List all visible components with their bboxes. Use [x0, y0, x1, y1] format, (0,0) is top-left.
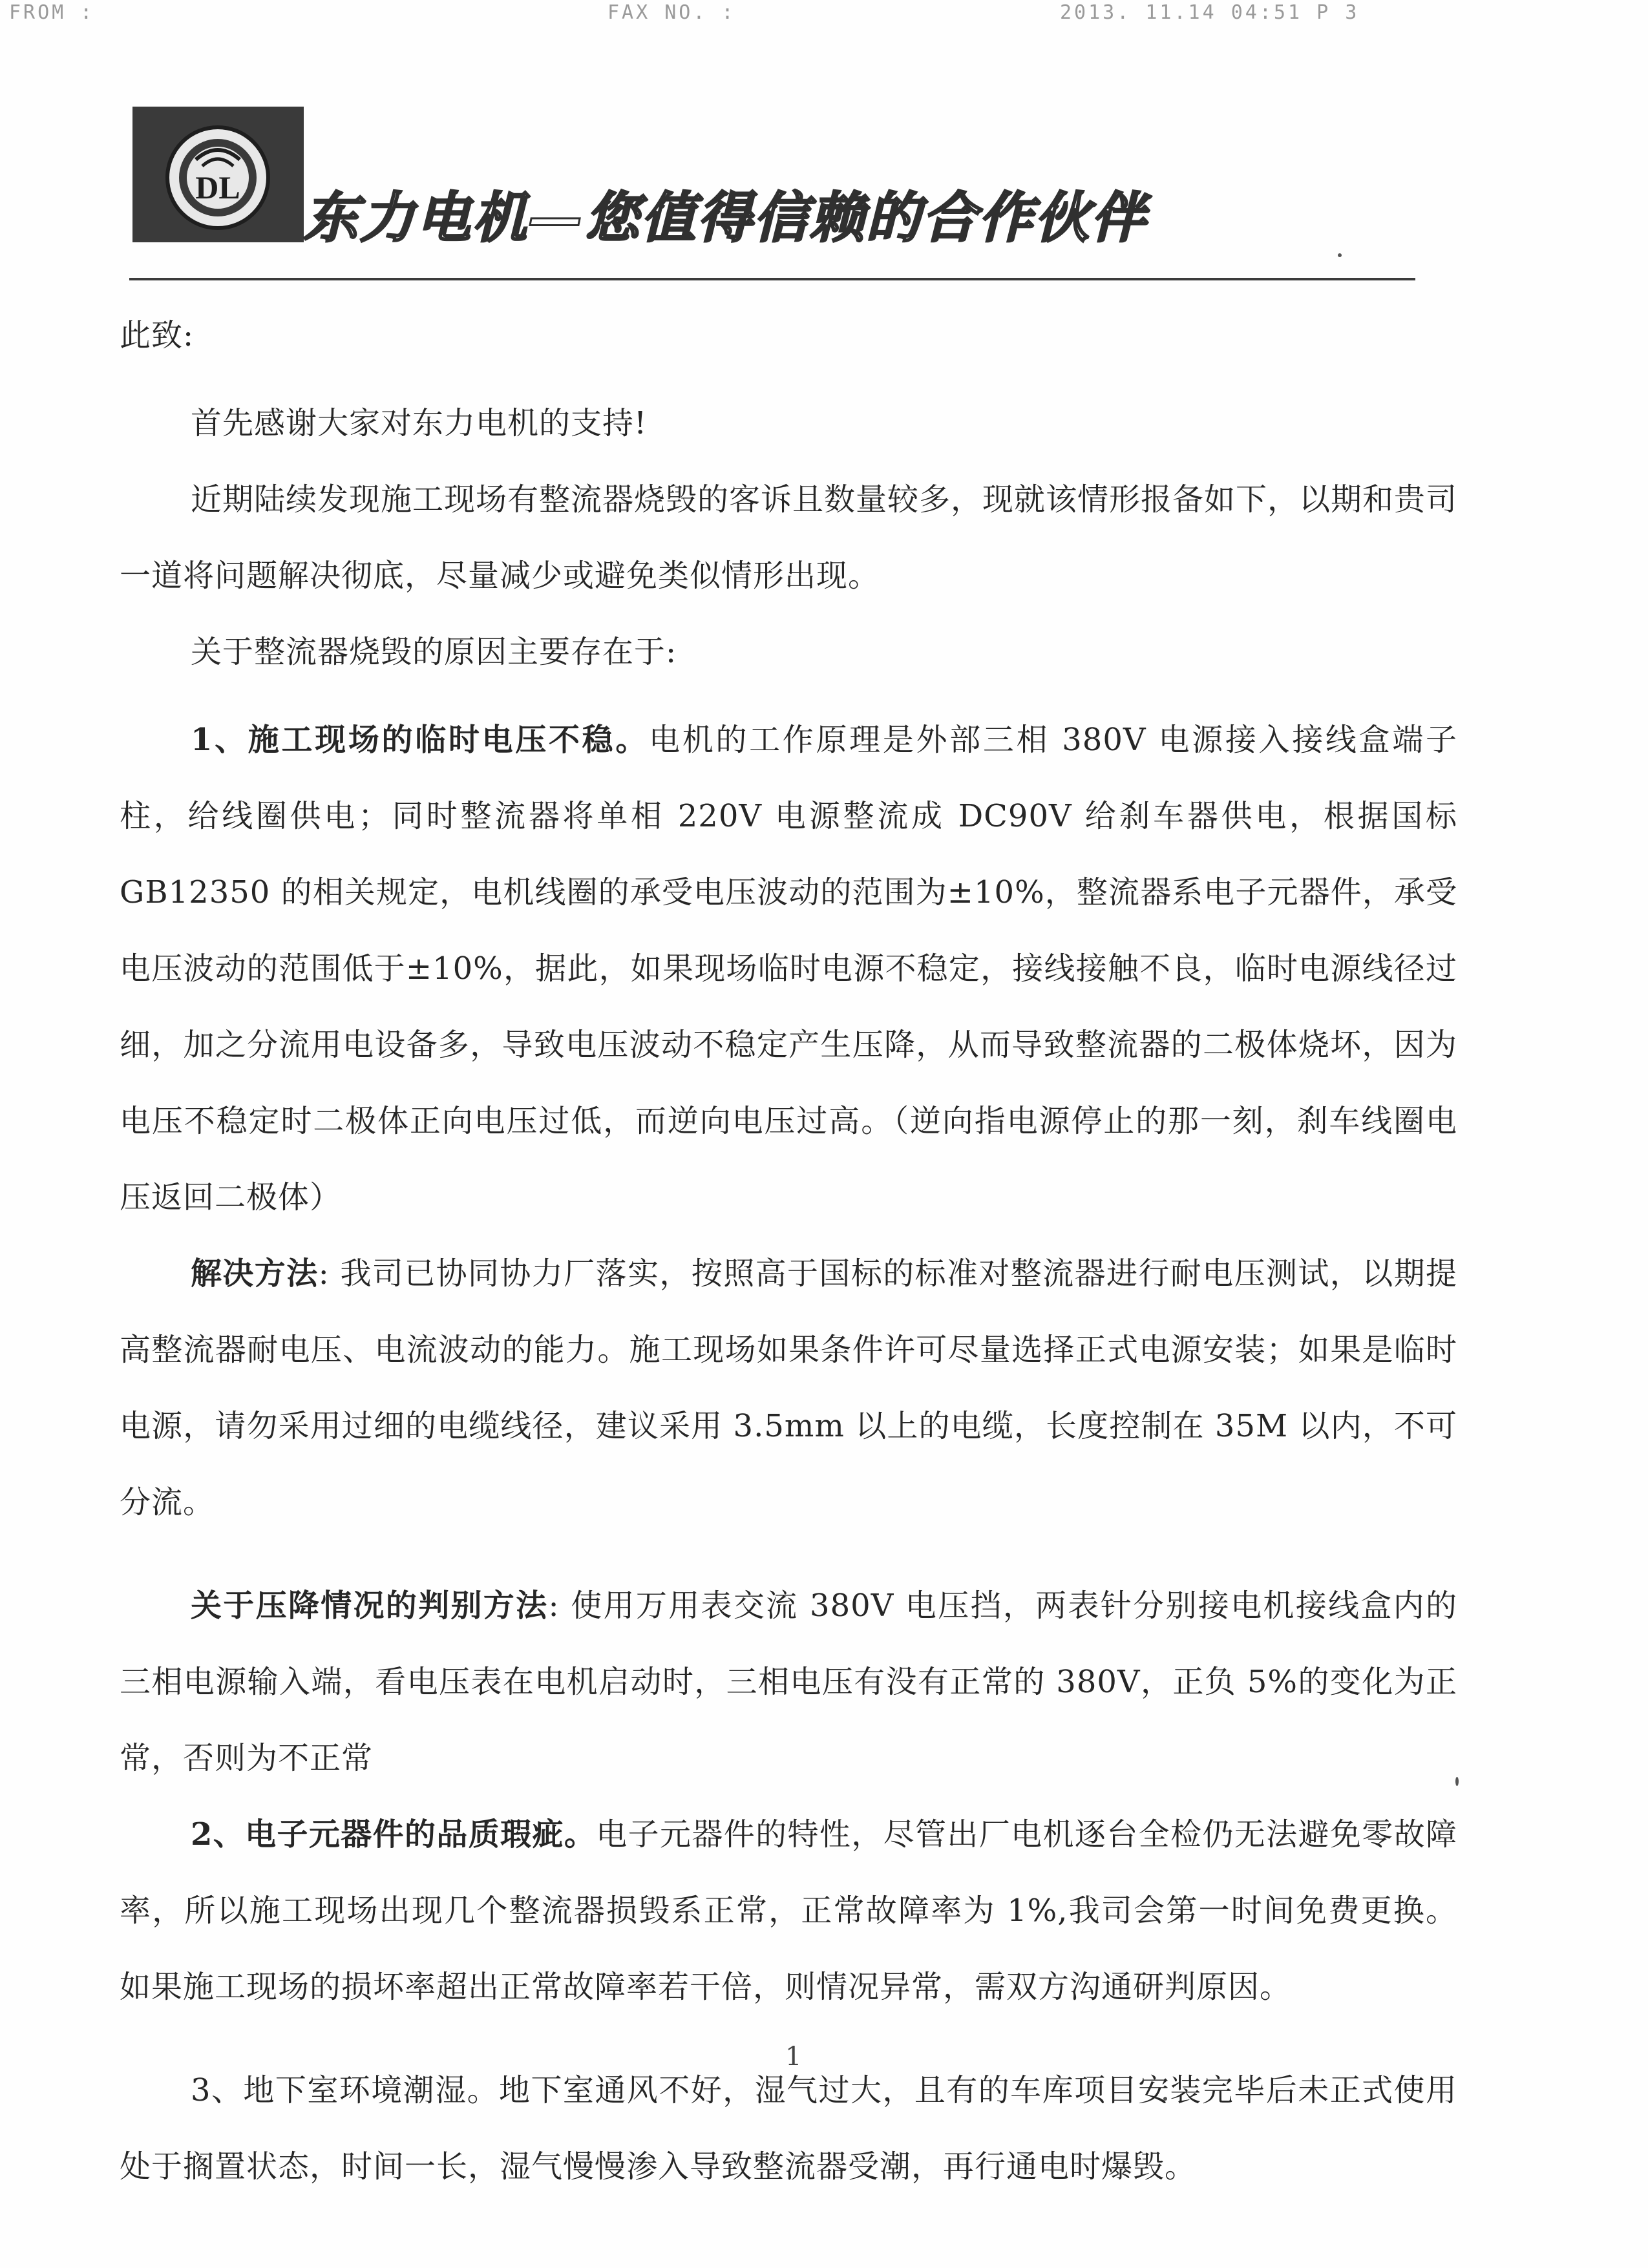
company-logo — [132, 107, 304, 242]
cause-item-1 — [120, 702, 1457, 1235]
salutation: 此致: — [120, 317, 195, 353]
cause-item-2-text: 电子元器件的特性，尽管出厂电机逐台全检仍无法避免零故障率，所以施工现场出现几个整流器损毁系正常，正常故障率为 1%,我司会第一时间免费更换。如果施工现场的损坏率超出正常故障率若干倍，则情况异常，需双方沟通研判原因。 — [120, 1816, 1457, 2005]
judge-paragraph — [120, 1568, 1457, 1796]
fax-datetime: 2013. 11.14 04:51 P 3 — [1060, 1, 1360, 24]
fax-number: FAX NO. : — [607, 1, 736, 24]
solution-text: : 我司已协同协力厂落实，按照高于国标的标准对整流器进行耐电压测试，以期提高整流器耐电压、电流波动的能力。施工现场如果条件许可尽量选择正式电源安装；如果是临时电源，请勿采用过细的电缆线径，建议采用 3.5mm 以上的电缆，长度控制在 35M 以内，不可分流。 — [120, 1255, 1457, 1520]
cause-item-2-heading: 2、电子元器件的品质瑕疵。 — [191, 1816, 597, 1853]
cause-item-1-text: 电机的工作原理是外部三相 380V 电源接入接线盒端子柱，给线圈供电；同时整流器将单相 220V 电源整流成 DC90V 给刹车器供电，根据国标 GB12350 的相关规定，电机线圈的承受电压波动的范围为±10%，整流器系电子元器件，承受电压波动的范围低于±10%，据此，如果现场临时电源不稳定，接线接触不良，临时电源线径过细，加之分流用电设备多，导致电压波动不稳定产生压降，从而导致整流器的二极体烧坏，因为电压不稳定时二极体正向电压过低，而逆向电压过高。（逆向指电源停止的那一刻，刹车线圈电压返回二极体） — [120, 722, 1457, 1215]
header-divider — [129, 278, 1415, 280]
logo-emblem-icon — [132, 107, 304, 242]
paragraph-intro: 近期陆续发现施工现场有整流器烧毁的客诉且数量较多，现就该情形报备如下，以期和贵司一道将问题解决彻底，尽量减少或避免类似情形出现。 — [120, 481, 1458, 594]
logo-monogram: DL — [195, 169, 240, 205]
fax-from: FROM : — [9, 1, 95, 24]
cause-item-2 — [120, 1796, 1457, 2025]
paragraph-thanks: 首先感谢大家对东力电机的支持! — [191, 405, 648, 441]
cause-item-3: 3、地下室环境潮湿。地下室通风不好，湿气过大，且有的车库项目安装完毕后未正式使用处于搁置状态，时间一长，湿气慢慢渗入导致整流器受潮，再行通电时爆毁。 — [120, 2072, 1457, 2185]
paragraph-causes-lead: 关于整流器烧毁的原因主要存在于: — [191, 634, 677, 670]
judge-text: : 使用万用表交流 380V 电压挡，两表针分别接电机接线盒内的三相电源输入端，看电压表在电机启动时，三相电压有没有正常的 380V，正负 5%的变化为正常，否则为不正常 — [120, 1588, 1457, 1776]
solution-heading: 解决方法 — [191, 1255, 319, 1292]
cause-item-1-heading: 1、施工现场的临时电压不稳。 — [191, 722, 650, 758]
letter-body — [120, 297, 1457, 2205]
scan-speck — [1338, 253, 1342, 257]
solution-paragraph — [120, 1235, 1457, 1540]
fax-header — [0, 1, 1648, 30]
page-number: 1 — [785, 2042, 802, 2072]
letterhead-slogan: 东力电机—您值得信赖的合作伙伴 — [304, 186, 1148, 249]
judge-heading: 关于压降情况的判别方法 — [191, 1588, 549, 1624]
